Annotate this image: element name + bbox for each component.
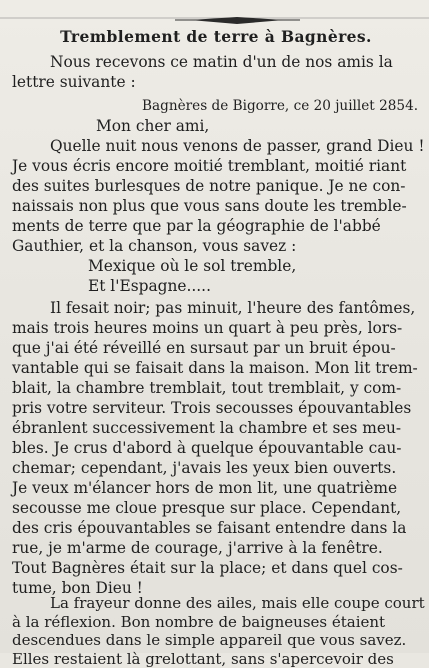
text-line: bles. Je crus d'abord à quelque épouvantable cau- xyxy=(12,439,402,457)
text-line: lettre suivante : xyxy=(12,73,136,91)
text-line: Je veux m'élancer hors de mon lit, une quatrième xyxy=(12,479,398,497)
text-line: Nous recevons ce matin d'un de nos amis la xyxy=(50,53,393,71)
text-line: Tout Bagnères était sur la place; et dans quel cos- xyxy=(12,559,403,577)
text-line: Il fesait noir; pas minuit, l'heure des fantômes, xyxy=(50,299,416,317)
text-line: ébranlent successivement la chambre et ses meu- xyxy=(12,419,402,437)
text-line: naissais non plus que vous sans doute les tremble- xyxy=(12,197,407,215)
article-title: Tremblement de terre à Bagnères. xyxy=(60,27,372,46)
text-line: secousse me cloue presque sur place. Cependant, xyxy=(12,499,402,517)
text-line: blait, la chambre tremblait, tout tremblait, y com- xyxy=(12,379,402,397)
text-line: ments de terre que par la géographie de l'abbé xyxy=(12,217,381,235)
text-line: descendues dans le simple appareil que vous savez. xyxy=(12,631,407,649)
text-line: des cris épouvantables se faisant entendre dans la xyxy=(12,519,407,537)
text-line: Je vous écris encore moitié tremblant, moitié riant xyxy=(12,157,407,175)
verse-line: Et l'Espagne..... xyxy=(88,277,211,295)
salutation: Mon cher ami, xyxy=(96,117,210,135)
text-line: vantable qui se faisait dans la maison. Mon lit trem- xyxy=(12,359,418,377)
text-line: Quelle nuit nous venons de passer, grand Dieu ! xyxy=(50,137,425,155)
ornamental-rule xyxy=(0,16,429,26)
dateline: Bagnères de Bigorre, ce 20 juillet 2854. xyxy=(142,98,419,114)
text-line: des suites burlesques de notre panique. Je ne con- xyxy=(12,177,406,195)
text-line: La frayeur donne des ailes, mais elle coupe court xyxy=(50,594,425,612)
text-line: Gauthier, et la chanson, vous savez : xyxy=(12,237,297,255)
text-line: Elles restaient là grelottant, sans s'apercevoir des xyxy=(12,649,394,668)
text-line: tume, bon Dieu ! xyxy=(12,579,143,597)
text-line: rue, je m'arme de courage, j'arrive à la fenêtre. xyxy=(12,539,383,557)
text-line: chemar; cependant, j'avais les yeux bien ouverts. xyxy=(12,459,397,477)
verse-line: Mexique où le sol tremble, xyxy=(88,257,297,275)
text-line: que j'ai été réveillé en sursaut par un bruit épou- xyxy=(12,339,396,357)
text-line: mais trois heures moins un quart à peu près, lors- xyxy=(12,319,403,337)
text-line: pris votre serviteur. Trois secousses épouvantables xyxy=(12,399,412,417)
text-line: à la réflexion. Bon nombre de baigneuses étaient xyxy=(12,612,386,631)
